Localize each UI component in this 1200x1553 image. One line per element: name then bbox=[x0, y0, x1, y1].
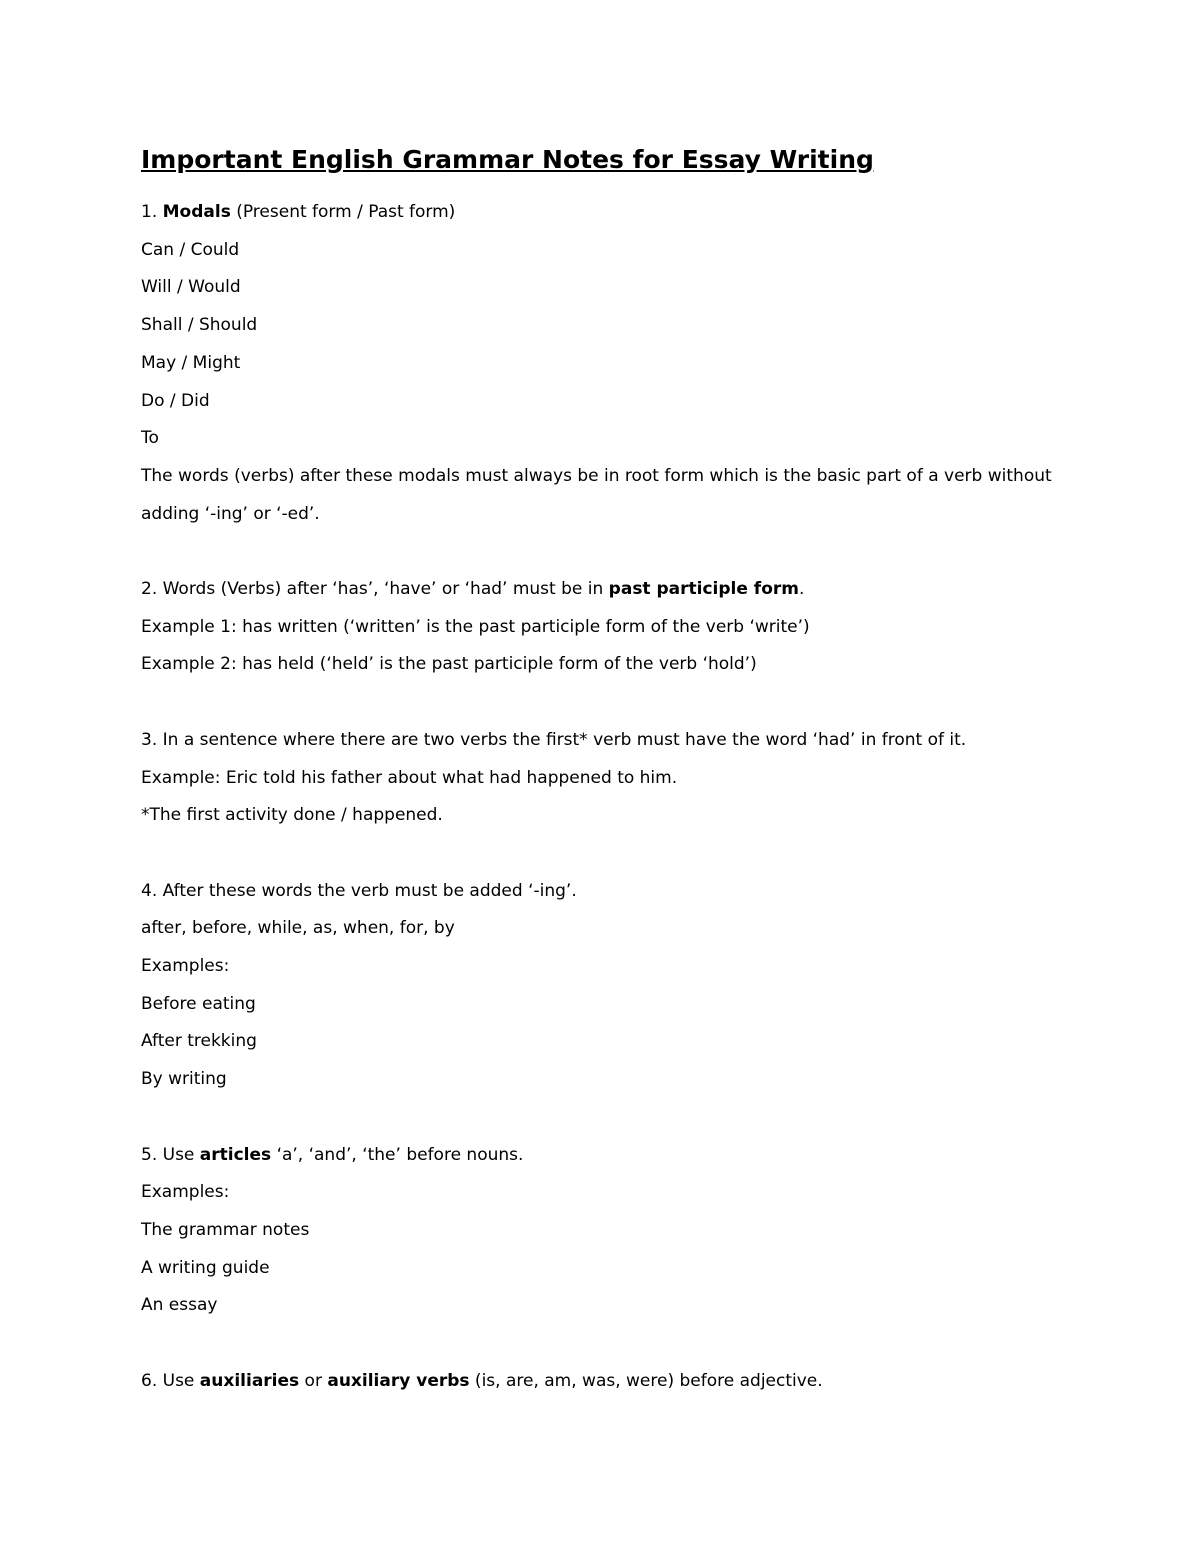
section-2-example-2: Example 2: has held (‘held’ is the past participle form of the verb ‘hold’) bbox=[141, 654, 757, 675]
spacer bbox=[141, 533, 1081, 571]
section-6-heading-post: (is, are, am, was, were) before adjective. bbox=[469, 1370, 823, 1391]
list-item: Will / Would bbox=[141, 277, 241, 298]
section-5-heading bbox=[141, 1137, 1081, 1175]
list-item: A writing guide bbox=[141, 1257, 270, 1278]
section-5-heading-post: ‘a’, ‘and’, ‘the’ before nouns. bbox=[271, 1144, 524, 1165]
section-5-heading-pre: 5. Use bbox=[141, 1144, 200, 1165]
section-5-bold-term: articles bbox=[199, 1144, 272, 1165]
section-1-heading-rest: (Present form / Past form) bbox=[230, 202, 456, 222]
section-1-bold-term: Modals bbox=[162, 202, 231, 222]
section-1-heading bbox=[141, 194, 1081, 232]
section-6-heading bbox=[141, 1363, 1081, 1401]
section-3-footnote: *The first activity done / happened. bbox=[141, 805, 443, 826]
section-6-heading-mid: or bbox=[299, 1370, 328, 1391]
document-page bbox=[141, 142, 1081, 1400]
section-4-heading: 4. After these words the verb must be added ‘-ing’. bbox=[141, 880, 577, 901]
spacer bbox=[141, 684, 1081, 722]
list-item: After trekking bbox=[141, 1031, 257, 1052]
list-item: By writing bbox=[141, 1069, 227, 1090]
list-item: Before eating bbox=[141, 993, 256, 1014]
list-item: May / Might bbox=[141, 352, 241, 373]
section-1-number: 1. bbox=[141, 202, 163, 222]
spacer bbox=[141, 1099, 1081, 1137]
section-2-bold-term: past participle form bbox=[608, 579, 799, 600]
section-6-bold-term-1: auxiliaries bbox=[199, 1370, 300, 1391]
list-item: An essay bbox=[141, 1295, 218, 1316]
section-2-heading-post: . bbox=[798, 579, 805, 600]
section-3-example: Example: Eric told his father about what had happened to him. bbox=[141, 767, 678, 788]
list-item: Shall / Should bbox=[141, 315, 258, 336]
section-5-examples-label: Examples: bbox=[141, 1182, 230, 1203]
section-4-word-list: after, before, while, as, when, for, by bbox=[141, 918, 455, 939]
section-2-example-1: Example 1: has written (‘written’ is the past participle form of the verb ‘write’) bbox=[141, 616, 810, 637]
section-6-bold-term-2: auxiliary verbs bbox=[327, 1370, 470, 1391]
page-title: Important English Grammar Notes for Essay Writing bbox=[141, 145, 874, 174]
section-4-examples-label: Examples: bbox=[141, 956, 230, 977]
section-1-note-line-2: adding ‘-ing’ or ‘-ed’. bbox=[141, 503, 320, 524]
section-3-heading: 3. In a sentence where there are two verbs the first* verb must have the word ‘had’ in front of it. bbox=[141, 729, 967, 750]
list-item: Do / Did bbox=[141, 390, 210, 411]
list-item: The grammar notes bbox=[141, 1219, 310, 1240]
section-1-note-line-1: The words (verbs) after these modals must always be in root form which is the basic part of a verb without bbox=[141, 465, 1052, 486]
list-item: Can / Could bbox=[141, 239, 240, 260]
section-2-heading bbox=[141, 571, 1081, 609]
spacer bbox=[141, 835, 1081, 873]
section-6-heading-pre: 6. Use bbox=[141, 1370, 200, 1391]
spacer bbox=[141, 1325, 1081, 1363]
section-2-heading-pre: 2. Words (Verbs) after ‘has’, ‘have’ or ‘had’ must be in bbox=[141, 579, 609, 600]
list-item: To bbox=[141, 428, 159, 449]
